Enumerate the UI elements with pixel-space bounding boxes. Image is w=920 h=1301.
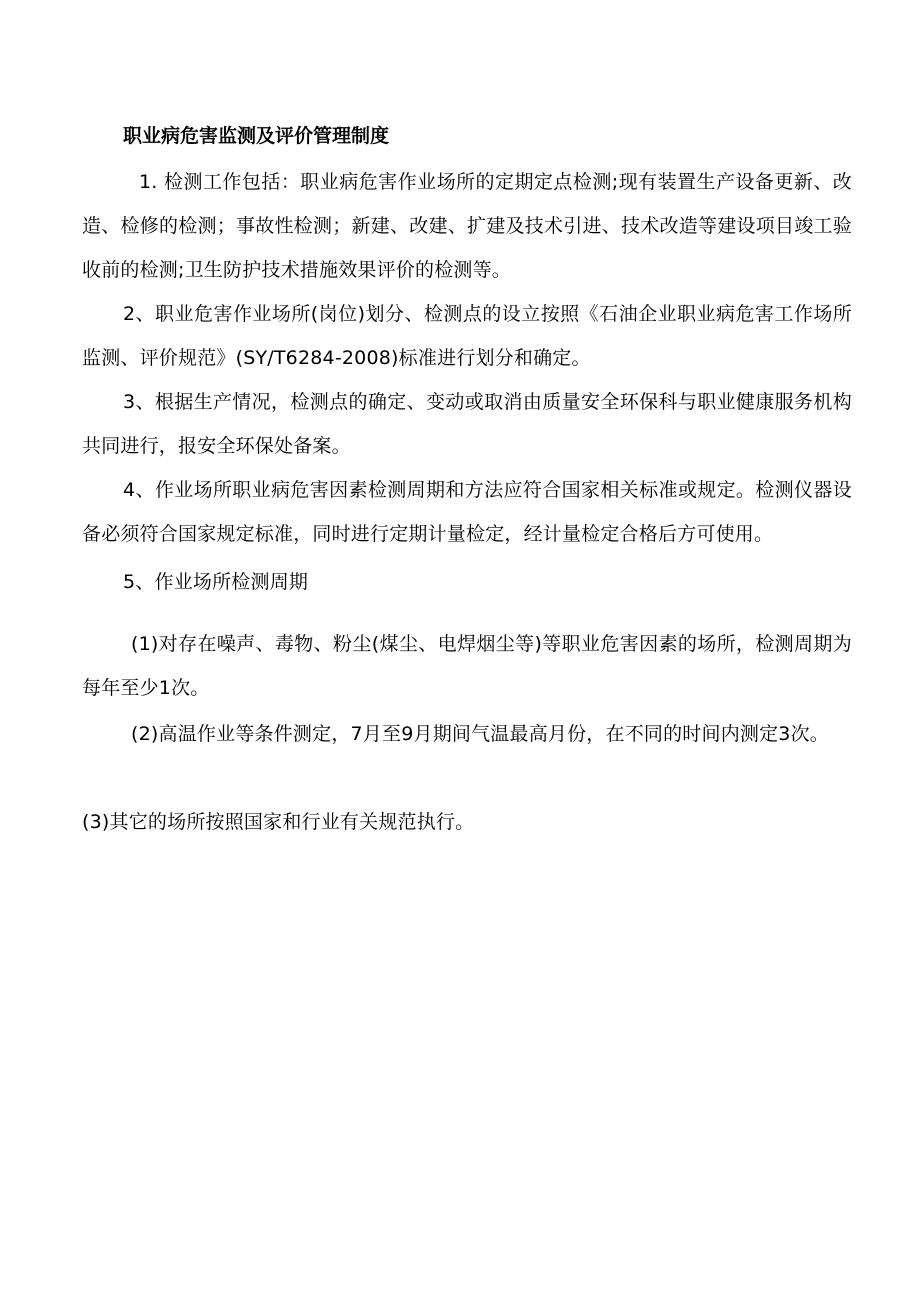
paragraph-text: 5、作业场所检测周期 [123, 571, 309, 593]
paragraph-detection-standards [82, 468, 852, 556]
paragraph-detection-scope [82, 160, 852, 292]
paragraph-text: 3、根据生产情况，检测点的确定、变动或取消由质量安全环保科与职业健康服务机构共同进行，报安全环保处备案。 [82, 391, 852, 457]
paragraph-text: 1. 检测工作包括：职业病危害作业场所的定期定点检测;现有装置生产设备更新、改造、检修的检测；事故性检测；新建、改建、扩建及技术引进、技术改造等建设项目竣工验收前的检测;卫生防护技术措施效果评价的检测等。 [82, 171, 852, 281]
paragraph-text: (1)对存在噪声、毒物、粉尘(煤尘、电焊烟尘等)等职业危害因素的场所，检测周期为每年至少1次。 [82, 633, 852, 699]
paragraph-detection-period-heading [82, 560, 852, 604]
paragraph-text: 4、作业场所职业病危害因素检测周期和方法应符合国家相关标准或规定。检测仪器设备必须符合国家规定标准，同时进行定期计量检定，经计量检定合格后方可使用。 [82, 479, 852, 545]
paragraph-workplace-division [82, 292, 852, 380]
paragraph-period-item-1 [82, 622, 852, 710]
paragraph-text: 2、职业危害作业场所(岗位)划分、检测点的设立按照《石油企业职业病危害工作场所监测、评价规范》(SY/T6284-2008)标准进行划分和确定。 [82, 303, 852, 369]
paragraph-period-item-2 [82, 712, 852, 756]
document-title: 职业病危害监测及评价管理制度 [123, 125, 390, 147]
paragraph-period-item-3 [82, 800, 852, 844]
paragraph-text: (2)高温作业等条件测定，7月至9月期间气温最高月份，在不同的时间内测定3次。 [131, 723, 829, 745]
paragraph-detection-points [82, 380, 852, 468]
paragraph-text: (3)其它的场所按照国家和行业有关规范执行。 [82, 811, 475, 833]
